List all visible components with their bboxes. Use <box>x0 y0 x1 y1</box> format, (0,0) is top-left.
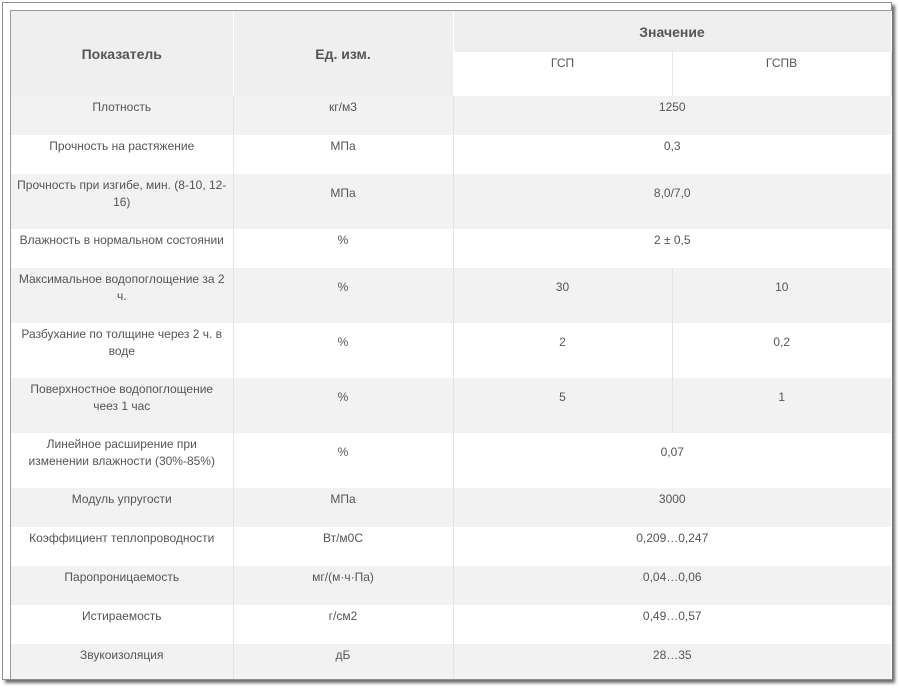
properties-table <box>11 11 892 679</box>
row-value: 0,04…0,06 <box>453 566 891 605</box>
row-unit: % <box>233 323 453 378</box>
row-unit: Вт/м0С <box>233 527 453 566</box>
row-name: Паропроницаемость <box>11 566 233 605</box>
table-row <box>11 566 891 605</box>
row-unit: % <box>233 229 453 268</box>
row-unit: дБ <box>233 644 453 679</box>
row-unit: г/см2 <box>233 605 453 644</box>
row-value-gspv: 1 <box>672 378 891 433</box>
row-unit: % <box>233 268 453 323</box>
row-unit: % <box>233 433 453 488</box>
row-value: 1250 <box>453 96 891 135</box>
row-name: Максимальное водопоглощение за 2 ч. <box>11 268 233 323</box>
row-name: Плотность <box>11 96 233 135</box>
row-value-gsp: 5 <box>453 378 672 433</box>
row-name: Влажность в нормальном состоянии <box>11 229 233 268</box>
header-unit: Ед. изм. <box>233 11 453 96</box>
row-value: 0,209…0,247 <box>453 527 891 566</box>
table-row <box>11 96 891 135</box>
table-frame <box>2 2 892 680</box>
table-row <box>11 268 891 323</box>
row-unit: мг/(м·ч·Па) <box>233 566 453 605</box>
row-value: 3000 <box>453 488 891 527</box>
row-value: 0,3 <box>453 135 891 174</box>
row-value: 8,0/7,0 <box>453 174 891 229</box>
table-row <box>11 378 891 433</box>
row-name: Коэффициент теплопроводности <box>11 527 233 566</box>
row-value-gspv: 10 <box>672 268 891 323</box>
row-name: Линейное расширение при изменении влажности (30%-85%) <box>11 433 233 488</box>
row-unit: МПа <box>233 488 453 527</box>
table-row <box>11 323 891 378</box>
table-row <box>11 229 891 268</box>
row-unit: МПа <box>233 135 453 174</box>
row-name: Звукоизоляция <box>11 644 233 679</box>
row-value: 0,07 <box>453 433 891 488</box>
row-name: Разбухание по толщине через 2 ч. в воде <box>11 323 233 378</box>
subheader-gspv: ГСПВ <box>672 52 891 96</box>
header-value: Значение <box>453 11 891 52</box>
row-value: 2 ± 0,5 <box>453 229 891 268</box>
table-row <box>11 527 891 566</box>
row-name: Истираемость <box>11 605 233 644</box>
row-value-gsp: 30 <box>453 268 672 323</box>
row-value-gspv: 0,2 <box>672 323 891 378</box>
row-unit: кг/м3 <box>233 96 453 135</box>
row-unit: % <box>233 378 453 433</box>
table-row <box>11 433 891 488</box>
row-value: 0,49…0,57 <box>453 605 891 644</box>
table-row <box>11 135 891 174</box>
row-name: Прочность при изгибе, мин. (8-10, 12-16) <box>11 174 233 229</box>
row-value-gsp: 2 <box>453 323 672 378</box>
row-unit: МПа <box>233 174 453 229</box>
header-indicator: Показатель <box>11 11 233 96</box>
table-row <box>11 644 891 679</box>
row-name: Поверхностное водопоглощение чеез 1 час <box>11 378 233 433</box>
table-row <box>11 174 891 229</box>
row-name: Модуль упругости <box>11 488 233 527</box>
table-container <box>10 10 892 679</box>
subheader-gsp: ГСП <box>453 52 672 96</box>
row-value: 28…35 <box>453 644 891 679</box>
table-row <box>11 605 891 644</box>
row-name: Прочность на растяжение <box>11 135 233 174</box>
table-row <box>11 488 891 527</box>
